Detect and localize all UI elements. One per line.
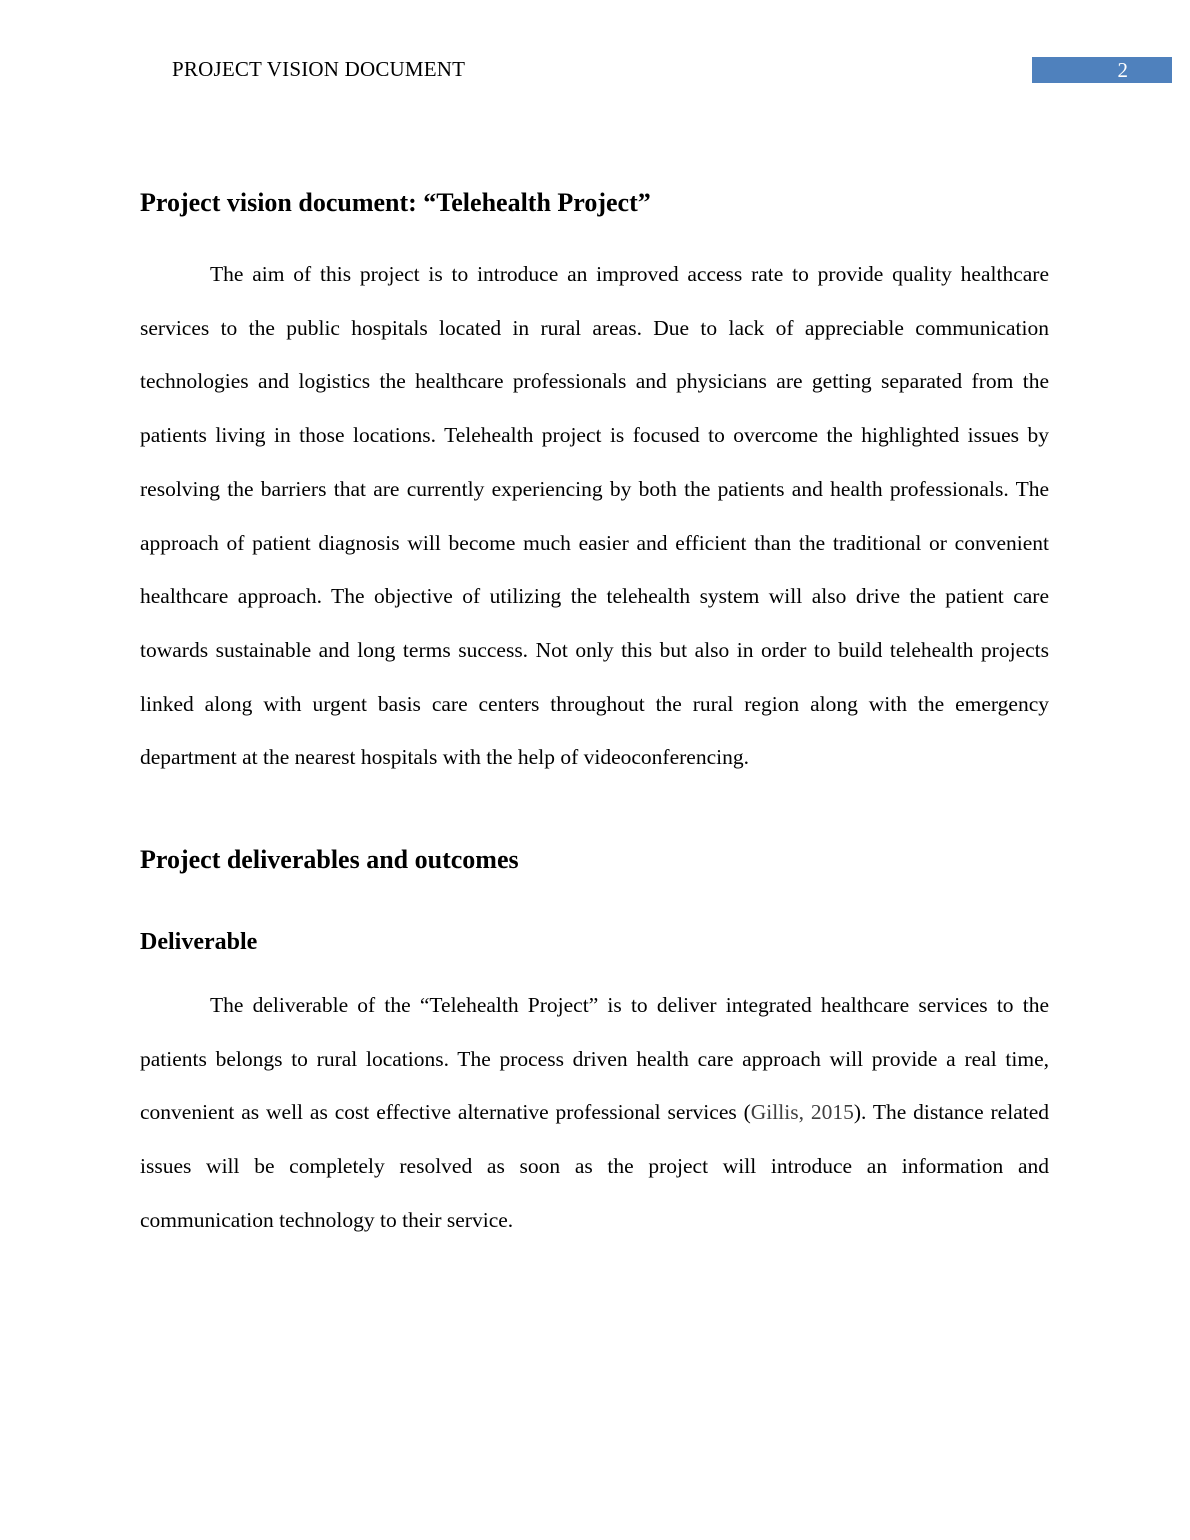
deliverable-text-start: The deliverable of the “Telehealth Project” is to deliver integrated healthcare services to the patients belongs to rural locations. The process driven health care approach will provide a real time, convenient as well as cost effective alternative professional services (	[140, 993, 1049, 1125]
deliverable-text-end: ). The distance related issues will be completely resolved as soon as the project will introduce an information and communication technology to their service.	[140, 1100, 1049, 1232]
subheading-deliverable: Deliverable	[140, 929, 258, 956]
page-number: 2	[1032, 57, 1172, 83]
vision-paragraph: The aim of this project is to introduce an improved access rate to provide quality healthcare services to the public hospitals located in rural areas. Due to lack of appreciable communication technologies and logistics the healthcare professionals and physicians are getting separated from the patients living in those locations. Telehealth project is focused to overcome the highlighted issues by resolving the barriers that are currently experiencing by both the patients and health professionals. The approach of patient diagnosis will become much easier and efficient than the traditional or convenient healthcare approach. The objective of utilizing the telehealth system will also drive the patient care towards sustainable and long terms success. Not only this but also in order to build telehealth projects linked along with urgent basis care centers throughout the rural region along with the emergency department at the nearest hospitals with the help of videoconferencing.	[140, 262, 1049, 770]
document-body	[140, 180, 1049, 1248]
section-heading-deliverables: Project deliverables and outcomes	[140, 845, 519, 875]
running-head: PROJECT VISION DOCUMENT	[172, 57, 466, 81]
deliverable-paragraph	[140, 979, 1049, 1248]
section-heading-vision: Project vision document: “Telehealth Project”	[140, 188, 651, 217]
citation-gillis: Gillis, 2015	[750, 1100, 854, 1125]
